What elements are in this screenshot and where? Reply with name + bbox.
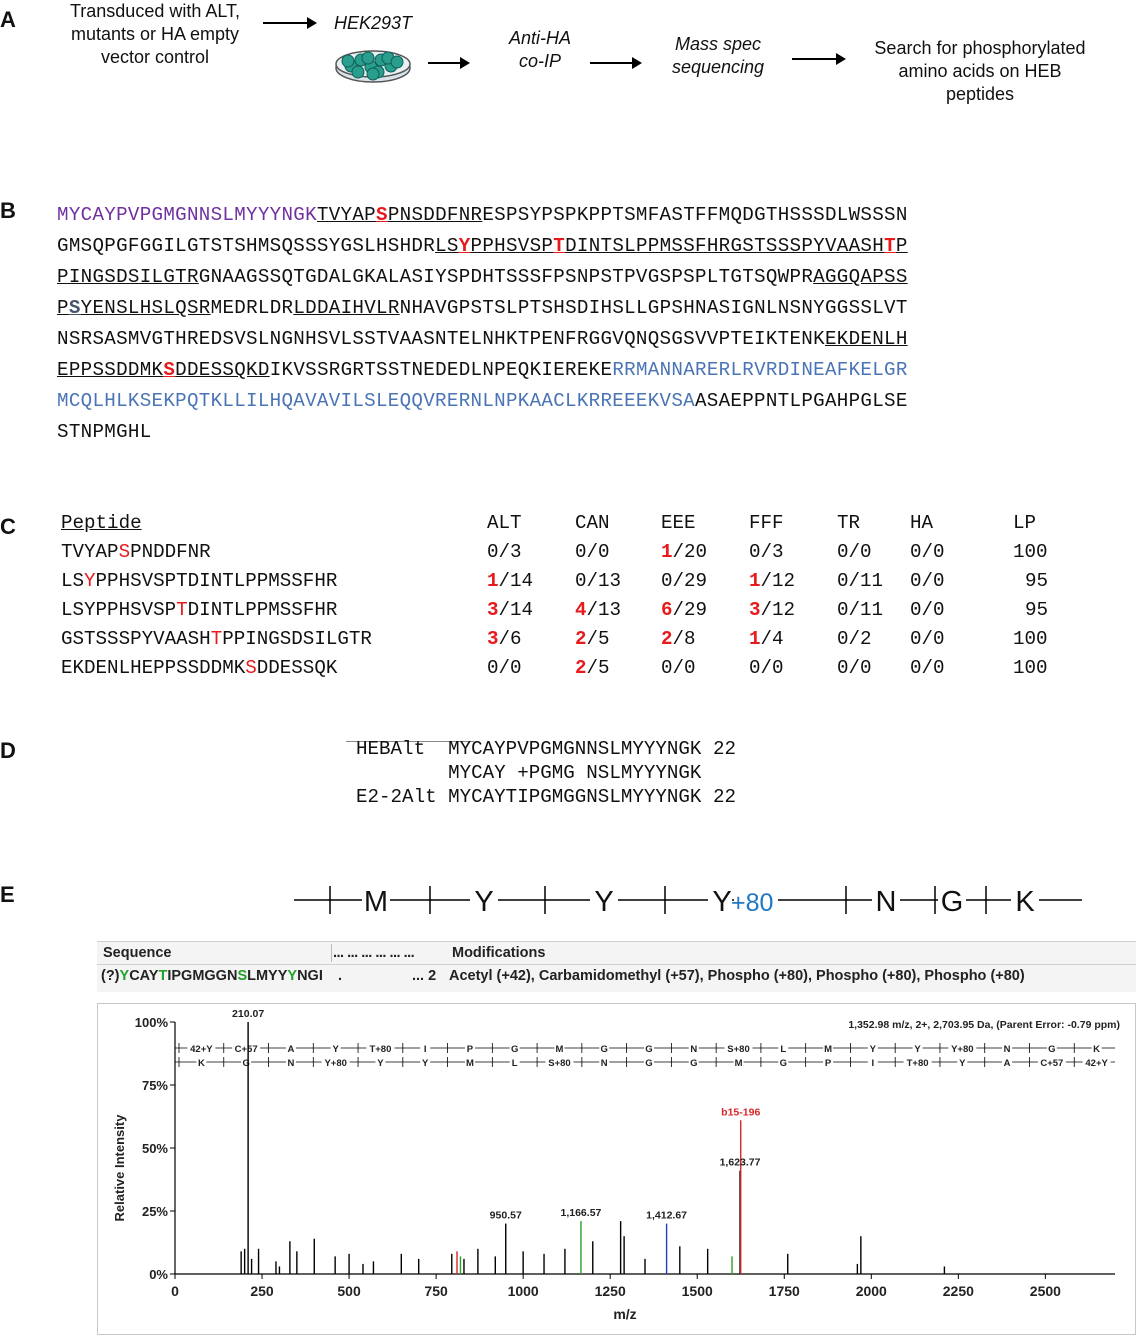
residue-label: M [363,886,389,918]
phospho-count: 1 [749,628,761,650]
phospho-count: 0 [910,599,922,621]
x-axis-label: m/z [613,1306,637,1322]
phospho-count: 1 [487,570,499,592]
sequence-segment: NHAVGPSTSLPTSHSDIHSLLGPSHNASIGNLNSNYGGSSLVT [399,297,908,319]
residue-label: Y [712,886,732,918]
column-header: Peptide [61,512,142,534]
total-count: /3 [498,541,522,563]
phospho-count: 6 [661,599,673,621]
total-count: /2 [848,628,872,650]
phospho-site: T [553,235,566,257]
y-tick-label: 100% [134,1015,168,1030]
total-count: /0 [848,657,872,679]
phospho-count: 3 [749,599,761,621]
heb-protein-sequence [57,200,1117,448]
count-cell [575,599,621,621]
detected-peptide-segment: DDESSQKD [175,359,270,381]
ion-label: Y+80 [951,1044,974,1055]
column-header: LP [1013,512,1037,534]
total-count: /14 [498,570,534,592]
total-count: /0 [848,541,872,563]
phospho-count: 0 [837,628,849,650]
total-count: /29 [672,599,708,621]
phospho-residue: T [210,628,223,650]
step-transduction [45,0,265,69]
total-count: /0 [921,657,945,679]
modified-residue: S [237,968,248,984]
sequence-segment: IPGMGGN [167,968,238,984]
phospho-count: 1 [661,541,673,563]
y-tick-label: 0% [149,1267,168,1282]
ion-label: N [287,1058,295,1069]
spectrum-panel [97,1003,1136,1335]
ion-label: S+80 [727,1044,750,1055]
count-cell [910,657,945,679]
step-mass-spec [648,33,788,79]
ms-spectrum-chart [98,1004,1135,1334]
y-tick-label: 25% [141,1204,168,1219]
total-count: /0 [921,599,945,621]
petri-dish-icon [333,44,413,84]
y-axis-label: Relative Intensity [112,1114,127,1222]
panel-letter-e: E [0,882,15,907]
ion-label: N [1003,1044,1011,1055]
modified-residue: T [158,968,168,984]
x-tick-label: 1000 [507,1283,539,1299]
peak-label: 950.57 [489,1209,522,1222]
total-count: /0 [672,657,696,679]
ion-label: T+80 [369,1044,392,1055]
sequence-segment: MYCAYPVPGMGNNSLMYYYNGK [57,204,317,226]
phospho-count: 0 [910,628,922,650]
count-cell [575,570,621,592]
ion-label: G [511,1044,519,1055]
localization-probability: 95 [1025,599,1049,621]
step1-line: vector control [100,47,210,67]
phospho-count: 0 [749,657,761,679]
detected-peptide-segment: LS [435,235,459,257]
sequence-line [57,417,1117,448]
step5-line: Search for phosphorylated [874,38,1086,58]
x-tick-label: 0 [171,1283,179,1299]
count-cell [661,628,696,650]
panel-letter-d: D [0,738,16,763]
precursor-info: 1,352.98 m/z, 2+, 2,703.95 Da, (Parent Error: -0.79 ppm) [848,1019,1120,1031]
total-count: /14 [498,599,534,621]
sequence-segment: STNPMGHL [57,421,152,443]
detected-peptide-segment: PPHSVSP [470,235,554,257]
ion-label: L [511,1058,518,1069]
count-cell [661,599,707,621]
ion-label: G [1048,1044,1056,1055]
peak-label: 1,166.57 [560,1207,602,1220]
ion-label: I [871,1058,875,1069]
total-count: /12 [760,570,796,592]
phospho-count: 0 [487,657,499,679]
sequence-segment: GNAAGSSQTGDALGKALASIYSPDHTSSSFPSNPSTPVGSPSPLTGTSQWPR [198,266,814,288]
ion-label: M [465,1058,474,1069]
phospho-site: T [884,235,896,257]
count-cell [910,541,945,563]
y-tick-label: 50% [141,1141,168,1156]
ion-label: Y [959,1058,966,1069]
detected-peptide-segment: PINGSDSILGTR [57,266,199,288]
count-cell [575,541,610,563]
count-cell [487,657,522,679]
column-header: EEE [661,512,696,534]
phospho-residue: S [118,541,131,563]
modified-residue: Y [119,968,130,984]
localization-probability: 100 [1013,541,1048,563]
residue-label: Y [474,886,494,918]
ion-label: S+80 [548,1058,571,1069]
peptide-cell [61,541,211,563]
phospho-count: 0 [575,541,587,563]
localization-probability: 95 [1025,570,1049,592]
ion-label: A [287,1044,295,1055]
residue-label: K [1015,886,1035,918]
column-header: CAN [575,512,610,534]
peptide-segment: DINTLPPMSSFHR [187,599,338,621]
phospho-count: 0 [837,570,849,592]
alignment-consensus: MYCAY +PGMG NSLMYYYNGK [356,762,702,784]
x-tick-label: 500 [337,1283,361,1299]
grid-row-modifications: Acetyl (+42), Carbamidomethyl (+57), Phospho (+80), Phospho (+80), Phospho (+80) [449,968,1025,984]
ion-label: M [555,1044,564,1055]
sequence-segment: CAY [129,968,159,984]
step-search [850,37,1110,106]
ion-label: Y+80 [324,1058,347,1069]
ion-label: M [734,1058,743,1069]
ion-label: Y [332,1044,339,1055]
phospho-count: 0 [910,541,922,563]
ion-label: G [242,1058,250,1069]
cell-dot [362,52,374,64]
localization-probability: 100 [1013,628,1048,650]
ion-label: Y [422,1058,429,1069]
count-cell [487,599,533,621]
count-cell [487,541,522,563]
step5-line: amino acids on HEB [898,61,1062,81]
sequence-segment: NSRSASMVGTHREDSVSLNGNHSVLSSTVAASNTELNHKTPENFRGGVQNQSGSVVPTEIKTENK [57,328,825,350]
y-tick-label: 75% [141,1078,168,1093]
alignment-line-hebalt: HEBAlt MYCAYPVPGMGNNSLMYYYNGK 22 [356,738,736,760]
sequence-line [57,293,1117,324]
total-count: /12 [760,599,796,621]
sequence-line [57,386,1117,417]
peptide-segment: DDESSQK [256,657,338,679]
count-cell [749,599,795,621]
ion-label: K [1093,1044,1101,1055]
grid-row-dot: . [338,968,343,984]
peak-label: b15-196 [721,1106,761,1119]
ion-label: K [197,1058,205,1069]
x-tick-label: 1750 [768,1283,800,1299]
step1-line: mutants or HA empty [70,24,240,44]
peptide-cell [61,599,337,621]
sequence-text [120,968,323,984]
count-cell [749,570,795,592]
detected-peptide-segment: DINTSLPPMSSFHRGSTSSSPYVAASH [565,235,885,257]
col-sequence-header[interactable]: Sequence [103,945,172,961]
detected-peptide-segment: S [68,297,81,319]
sequence-segment: RRMANNARERLRVRDINEAFKELGR [612,359,908,381]
peptide-segment: TVYAP [61,541,119,563]
x-tick-label: 1500 [681,1283,713,1299]
sequence-line [57,262,1117,293]
grid-row-sequence[interactable] [101,968,323,984]
phospho-count: 2 [661,628,673,650]
phospho-count: 0 [575,570,587,592]
arrow-2 [428,62,468,64]
total-count: /11 [848,599,884,621]
count-cell [749,657,784,679]
x-tick-label: 250 [250,1283,274,1299]
count-cell [661,570,707,592]
peptide-cell [61,657,337,679]
count-cell [837,657,872,679]
count-cell [661,657,696,679]
ion-label: Y [914,1044,921,1055]
total-count: /11 [848,570,884,592]
peptide-segment: EKDENLHEPPSSDDMK [61,657,246,679]
sequence-line [57,200,1117,231]
arrow-1 [263,22,315,24]
arrow-4 [792,58,844,60]
phospho-count: 4 [575,599,587,621]
column-header: ALT [487,512,522,534]
ion-label: G [645,1044,653,1055]
peak-label: 1,623.77 [719,1156,761,1169]
col-divider [331,944,332,962]
ion-label: 42+Y [190,1044,213,1055]
ion-label: P [824,1058,832,1069]
peptide-segment: LS [61,570,85,592]
count-cell [910,570,945,592]
ion-label: N [600,1058,608,1069]
detected-peptide-segment: EPPSSDDMK [57,359,164,381]
ion-label: Y [377,1058,384,1069]
count-cell [575,657,610,679]
detected-peptide-segment: P [57,297,69,319]
arrow-3 [590,62,640,64]
sequence-segment: MCQLHLKSEKPQTKLLILHQAVAVILSLEQQVRERNLNPKAACLKRREEEKVSA [57,390,695,412]
phospho-site: S [163,359,176,381]
step-cell-line: HEK293T [333,13,413,33]
column-header: FFF [749,512,784,534]
cell-dot [352,66,364,78]
sequence-line [57,231,1117,262]
phospho-count: 2 [575,628,587,650]
ion-label: G [645,1058,653,1069]
phospho-count: 0 [837,599,849,621]
count-cell [837,599,883,621]
step1-line: Transduced with ALT, [69,1,241,21]
results-grid [97,941,1136,992]
x-tick-label: 2250 [942,1283,974,1299]
panel-letter-b: B [0,198,16,223]
detected-peptide-segment: EKDENLH [824,328,908,350]
phospho-count: 0 [910,657,922,679]
phospho-residue: T [176,599,188,621]
phospho-residue: S [245,657,257,679]
sequence-prefix: (?) [101,968,120,984]
col-dots-header[interactable]: ... ... ... ... ... ... [333,945,415,961]
phospho-site: S [376,204,388,226]
detected-peptide-segment: TVYAP [316,204,376,226]
count-cell [837,570,883,592]
detected-peptide-segment: YENSLHSLQSR [80,297,211,319]
ion-label: L [780,1044,787,1055]
count-cell [487,570,533,592]
col-modifications-header[interactable]: Modifications [452,945,546,961]
phospho-count: 3 [487,599,499,621]
ion-label: G [779,1058,787,1069]
phospho-mod-label: +80 [731,889,774,917]
sequence-segment: MEDRLDR [210,297,294,319]
step5-line: peptides [945,84,1015,104]
total-count: /5 [586,628,610,650]
count-cell [749,541,784,563]
total-count: /0 [498,657,522,679]
count-cell [837,628,872,650]
localization-probability: 100 [1013,657,1048,679]
ion-label: M [824,1044,833,1055]
detected-peptide-segment: LDDAIHVLR [293,297,400,319]
sequence-segment: ESPSYPSPKPPTSMFASTFFMQDGTHSSSDLWSSSN [482,204,908,226]
peptide-segment: LSYPPHSVSP [61,599,177,621]
step3-line: co-IP [518,51,561,71]
total-count: /13 [586,599,622,621]
residue-label: G [940,886,964,918]
phospho-count: 0 [749,541,761,563]
ion-label: C+57 [234,1044,258,1055]
modified-residue: Y [287,968,298,984]
x-tick-label: 2000 [855,1283,887,1299]
peptide-segment: PPINGSDSILGTR [222,628,372,650]
step-co-ip [490,27,590,73]
phospho-count: 2 [575,657,587,679]
total-count: /5 [586,657,610,679]
total-count: /13 [586,570,622,592]
residue-label: Y [594,886,614,918]
total-count: /3 [760,541,784,563]
ion-label: T+80 [906,1058,929,1069]
total-count: /8 [672,628,696,650]
ion-label: I [423,1044,427,1055]
phospho-count: 0 [487,541,499,563]
count-cell [661,541,707,563]
panel-letter-c: C [0,514,16,539]
total-count: /0 [921,628,945,650]
peptide-segment: PNDDFNR [130,541,211,563]
peptide-cell [61,628,372,650]
phospho-site: Y [458,235,471,257]
peptide-segment: PPHSVSPTDINTLPPMSSFHR [95,570,338,592]
total-count: /0 [921,570,945,592]
ion-label: Y [869,1044,876,1055]
column-header: HA [910,512,934,534]
count-cell [575,628,610,650]
count-cell [749,628,784,650]
total-count: /4 [760,628,784,650]
phospho-residue: Y [84,570,96,592]
grid-row-count: ... 2 [412,968,437,984]
phospho-count: 0 [661,657,673,679]
total-count: /0 [921,541,945,563]
phospho-count: 1 [749,570,761,592]
peptide-fragment-svg [290,878,1090,924]
ion-label: C+57 [1040,1058,1064,1069]
phospho-count: 0 [837,541,849,563]
peptide-cell [61,570,337,592]
ion-label: G [690,1058,698,1069]
total-count: /0 [760,657,784,679]
alignment-line-e22alt: E2-2Alt MYCAYTIPGMGGNSLMYYYNGK 22 [356,786,736,808]
ion-label: 42+Y [1085,1058,1108,1069]
peptide-segment: GSTSSSPYVAASH [61,628,211,650]
x-tick-label: 2500 [1029,1283,1061,1299]
residue-label: N [875,886,897,918]
step4-line: sequencing [671,57,765,77]
cell-dot [391,56,403,68]
total-count: /29 [672,570,708,592]
sequence-segment: LMYY [247,968,288,984]
phospho-count: 0 [661,570,673,592]
detected-peptide-segment: AGGQAPSS [813,266,908,288]
sequence-segment: NGI [297,968,323,984]
cell-dot [342,55,354,67]
peak-label: 210.07 [232,1008,265,1020]
sequence-segment: ASAEPPNTLPGAHPGLSE [694,390,908,412]
count-cell [487,628,522,650]
total-count: /0 [586,541,610,563]
detected-peptide-segment: PNSDDFNR [387,204,483,226]
grid-row-divider [97,964,1136,965]
phospho-count: 0 [837,657,849,679]
panel-letter-a: A [0,7,16,32]
count-cell [910,628,945,650]
total-count: /20 [672,541,708,563]
cell-dot [367,68,379,80]
step3-line: Anti-HA [508,28,571,48]
column-header: TR [837,512,861,534]
ion-label: G [600,1044,608,1055]
step4-line: Mass spec [674,34,762,54]
ion-label: A [1003,1058,1011,1069]
sequence-segment: GMSQPGFGGILGTSTSHMSQSSSYGSLHSHDR [57,235,436,257]
ion-label: N [690,1044,698,1055]
total-count: /6 [498,628,522,650]
sequence-line [57,324,1117,355]
detected-peptide-segment: P [895,235,908,257]
phospho-count: 3 [487,628,499,650]
x-tick-label: 1250 [594,1283,626,1299]
count-cell [910,599,945,621]
ion-label: P [466,1044,474,1055]
sequence-line [57,355,1117,386]
peak-label: 1,412.67 [646,1209,688,1222]
sequence-segment: IKVSSRGRTSSTNEDEDLNPEQKIEREKE [269,359,613,381]
phospho-count: 0 [910,570,922,592]
count-cell [837,541,872,563]
x-tick-label: 750 [424,1283,448,1299]
